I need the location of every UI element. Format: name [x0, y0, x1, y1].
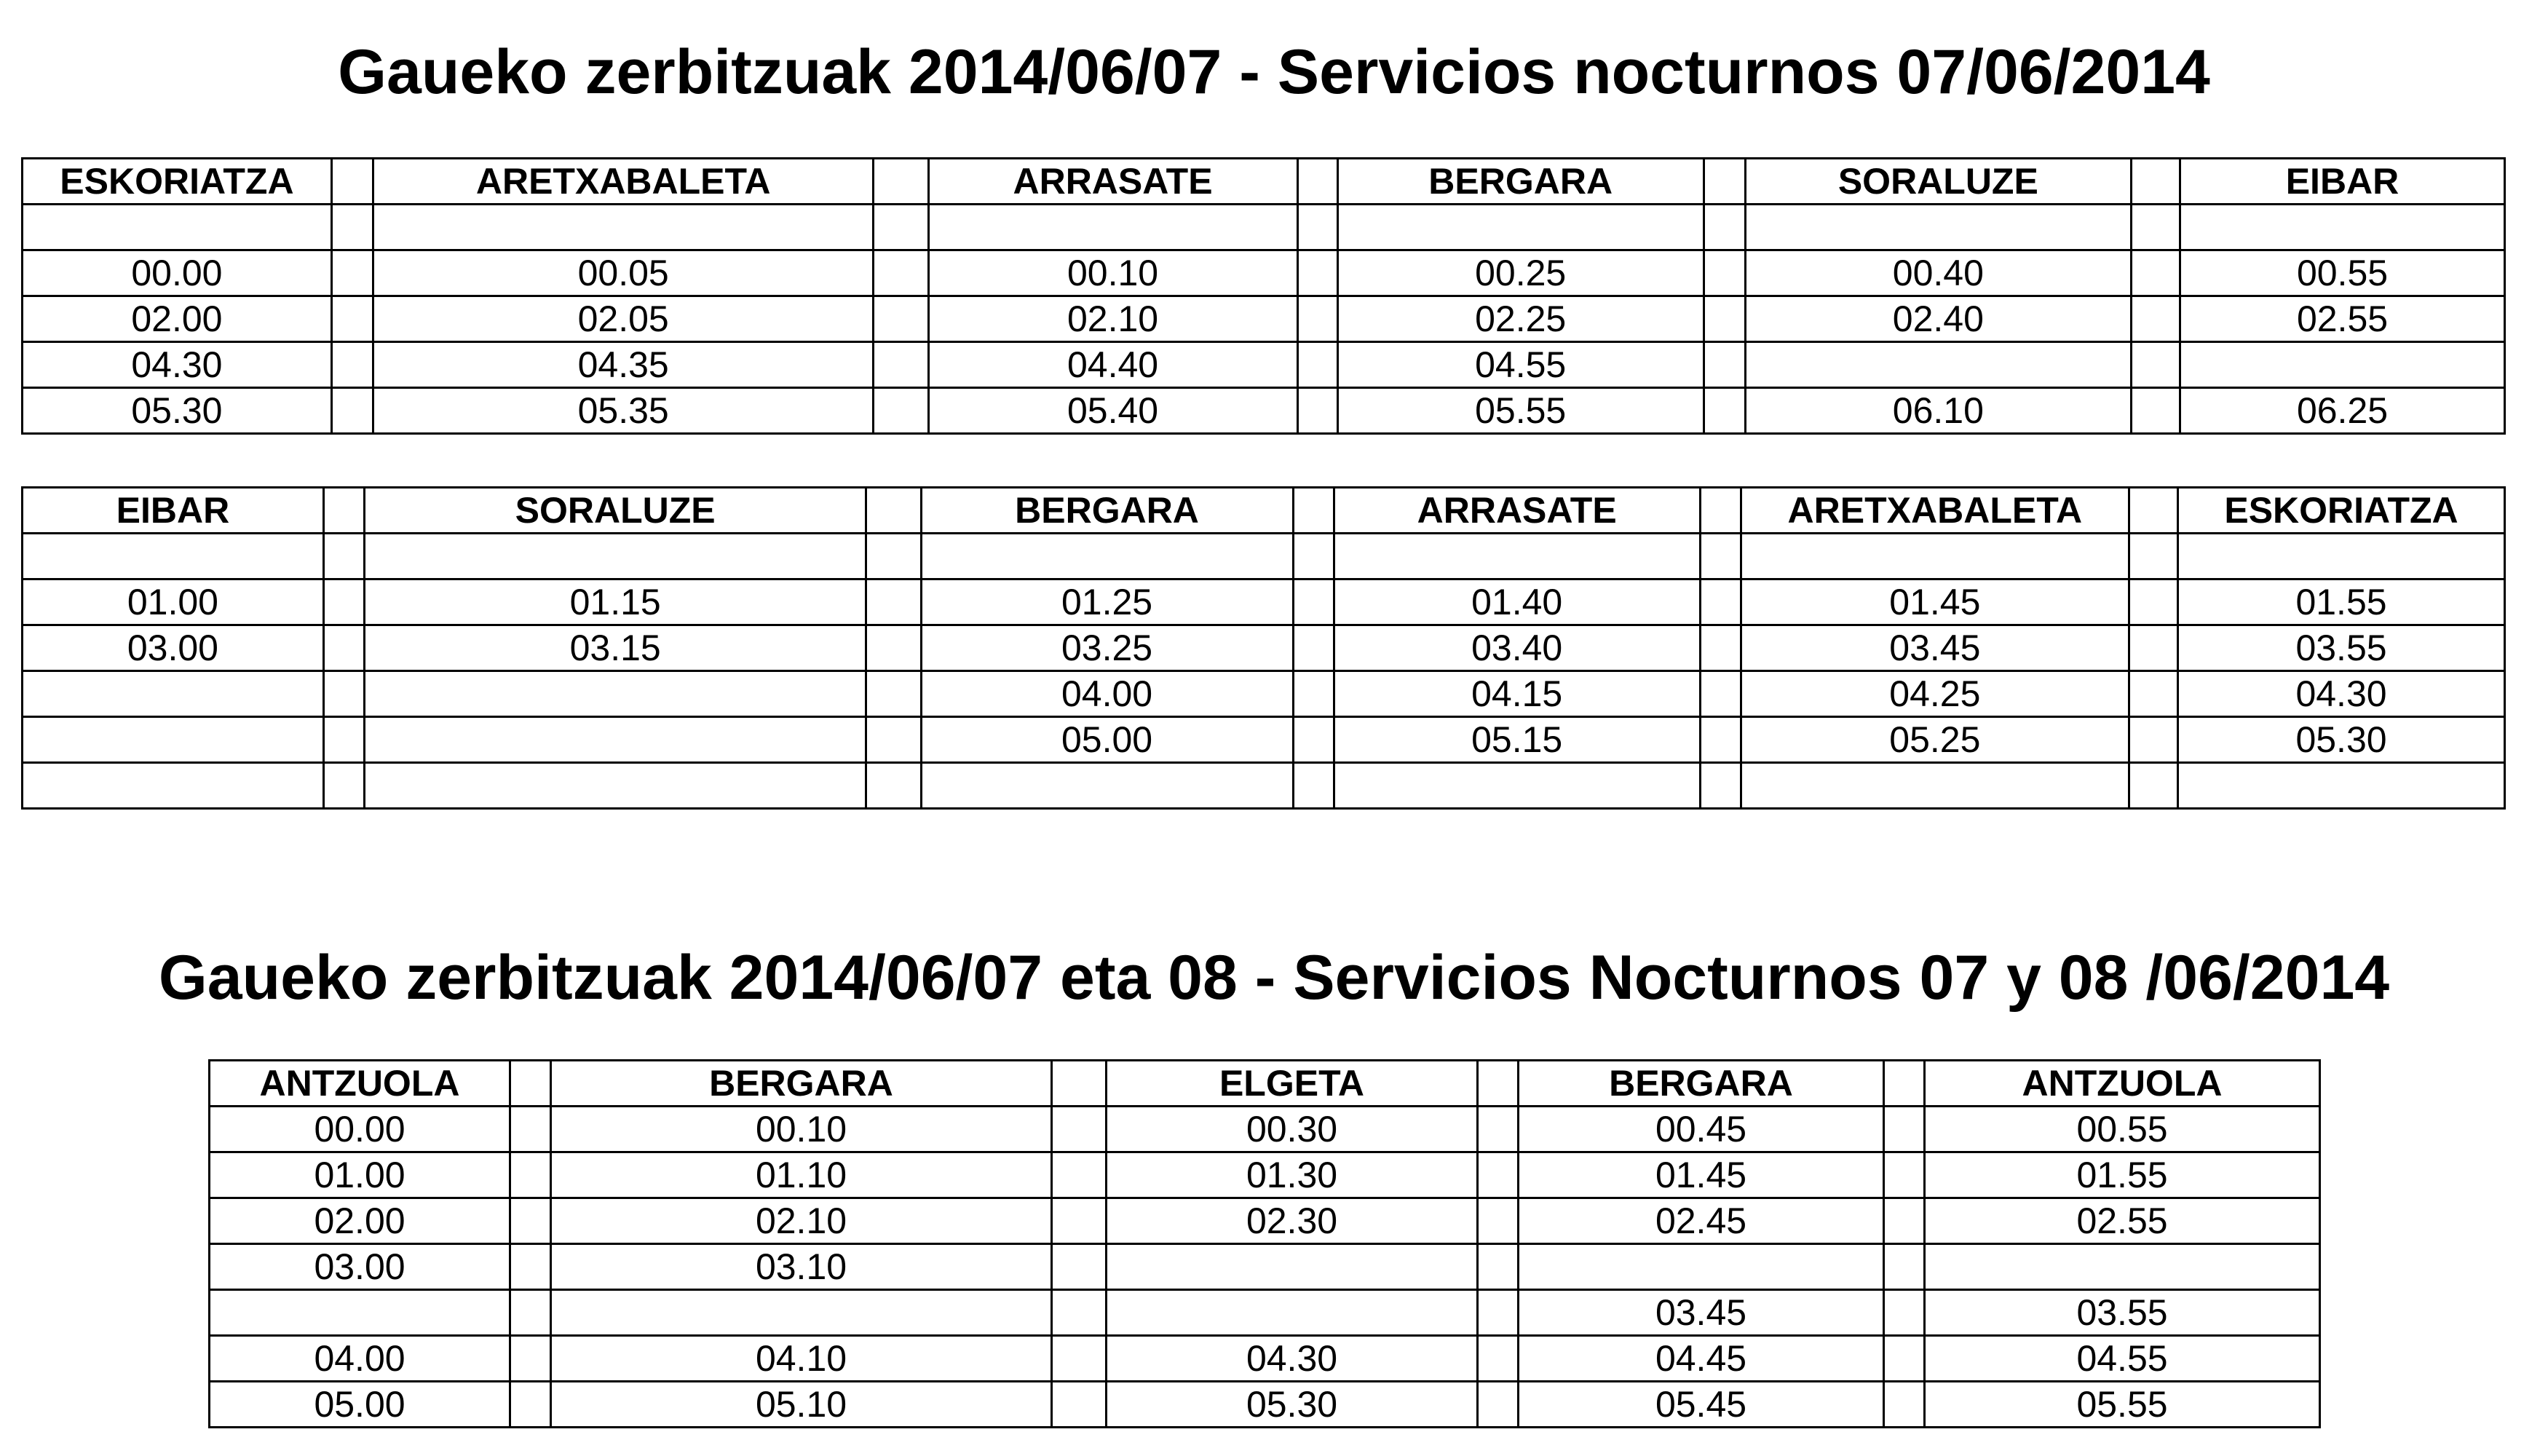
header-row — [23, 159, 2505, 205]
spacer-cell — [874, 205, 928, 250]
spacer-cell — [1704, 159, 1745, 205]
time-cell: 00.45 — [1519, 1107, 1884, 1152]
spacer-cell — [2129, 763, 2177, 809]
time-cell: 01.10 — [551, 1152, 1052, 1198]
time-cell: 04.00 — [921, 671, 1293, 717]
spacer-cell — [2129, 625, 2177, 671]
time-cell: 04.40 — [928, 342, 1297, 388]
time-cell — [1519, 1244, 1884, 1290]
station-header: SORALUZE — [1745, 159, 2131, 205]
time-cell: 00.40 — [1745, 250, 2131, 296]
time-cell: 01.00 — [23, 579, 324, 625]
spacer-cell — [1293, 534, 1334, 579]
spacer-cell — [510, 1290, 551, 1336]
time-cell — [1745, 342, 2131, 388]
spacer-cell — [874, 342, 928, 388]
time-cell: 04.55 — [1337, 342, 1704, 388]
time-cell: 00.55 — [2180, 250, 2505, 296]
title-night-services-07: Gaueko zerbitzuak 2014/06/07 - Servicios nocturnos 07/06/2014 — [338, 37, 2210, 107]
time-cell: 02.55 — [1925, 1198, 2320, 1244]
spacer-cell — [1293, 488, 1334, 534]
spacer-cell — [2129, 534, 2177, 579]
time-cell: 05.30 — [2178, 717, 2505, 763]
spacer-cell — [1704, 342, 1745, 388]
table-row — [210, 1107, 2320, 1152]
time-cell: 03.45 — [1741, 625, 2129, 671]
time-cell — [373, 205, 873, 250]
spacer-cell — [1052, 1061, 1107, 1107]
spacer-cell — [510, 1244, 551, 1290]
schedule-table-eskoriatza-eibar — [21, 157, 2506, 435]
time-cell: 03.00 — [23, 625, 324, 671]
station-header: ANTZUOLA — [1925, 1061, 2320, 1107]
spacer-cell — [1297, 159, 1337, 205]
time-cell — [921, 763, 1293, 809]
time-cell — [1107, 1244, 1478, 1290]
spacer-cell — [1478, 1244, 1519, 1290]
spacer-cell — [1478, 1152, 1519, 1198]
station-header: EIBAR — [23, 488, 324, 534]
time-cell: 05.30 — [1107, 1382, 1478, 1428]
time-cell: 04.30 — [1107, 1336, 1478, 1382]
spacer-cell — [1293, 763, 1334, 809]
spacer-cell — [1478, 1336, 1519, 1382]
time-cell: 05.45 — [1519, 1382, 1884, 1428]
spacer-cell — [866, 625, 921, 671]
time-cell — [921, 534, 1293, 579]
spacer-cell — [510, 1382, 551, 1428]
time-cell: 03.40 — [1334, 625, 1700, 671]
time-cell: 05.25 — [1741, 717, 2129, 763]
spacer-cell — [331, 342, 373, 388]
spacer-cell — [2129, 717, 2177, 763]
spacer-cell — [1700, 488, 1741, 534]
time-cell — [1925, 1244, 2320, 1290]
time-cell: 05.55 — [1925, 1382, 2320, 1428]
spacer-cell — [1052, 1382, 1107, 1428]
time-cell: 04.35 — [373, 342, 873, 388]
spacer-cell — [1700, 625, 1741, 671]
time-cell: 05.35 — [373, 388, 873, 434]
spacer-cell — [1478, 1290, 1519, 1336]
spacer-cell — [866, 763, 921, 809]
time-cell — [23, 534, 324, 579]
time-cell — [2178, 763, 2505, 809]
spacer-cell — [1884, 1198, 1925, 1244]
spacer-cell — [2131, 296, 2180, 342]
spacer-cell — [1297, 342, 1337, 388]
time-cell: 04.30 — [2178, 671, 2505, 717]
table-row — [210, 1336, 2320, 1382]
spacer-cell — [1478, 1198, 1519, 1244]
spacer-cell — [1052, 1152, 1107, 1198]
station-header: ARRASATE — [928, 159, 1297, 205]
spacer-cell — [1884, 1061, 1925, 1107]
time-cell — [1741, 763, 2129, 809]
time-cell — [2180, 342, 2505, 388]
time-cell — [2178, 534, 2505, 579]
spacer-cell — [323, 671, 364, 717]
time-cell: 02.10 — [551, 1198, 1052, 1244]
table-row — [23, 296, 2505, 342]
time-cell — [1334, 534, 1700, 579]
station-header: SORALUZE — [364, 488, 866, 534]
spacer-cell — [866, 671, 921, 717]
time-cell: 00.55 — [1925, 1107, 2320, 1152]
time-cell — [23, 671, 324, 717]
spacer-cell — [323, 717, 364, 763]
time-cell: 00.25 — [1337, 250, 1704, 296]
spacer-cell — [323, 579, 364, 625]
spacer-cell — [2131, 250, 2180, 296]
time-cell: 05.00 — [921, 717, 1293, 763]
spacer-cell — [1884, 1152, 1925, 1198]
time-cell: 03.25 — [921, 625, 1293, 671]
table-row — [23, 763, 2505, 809]
time-cell — [23, 717, 324, 763]
spacer-cell — [874, 250, 928, 296]
time-cell — [364, 717, 866, 763]
time-cell: 02.00 — [210, 1198, 510, 1244]
spacer-cell — [1704, 296, 1745, 342]
time-cell — [23, 763, 324, 809]
time-cell: 03.15 — [364, 625, 866, 671]
time-cell — [928, 205, 1297, 250]
header-row — [210, 1061, 2320, 1107]
station-header: ESKORIATZA — [2178, 488, 2505, 534]
time-cell: 02.55 — [2180, 296, 2505, 342]
time-cell: 01.15 — [364, 579, 866, 625]
time-cell: 01.55 — [1925, 1152, 2320, 1198]
time-cell — [364, 671, 866, 717]
spacer-cell — [510, 1152, 551, 1198]
spacer-cell — [1297, 388, 1337, 434]
time-cell: 05.00 — [210, 1382, 510, 1428]
spacer-cell — [2131, 205, 2180, 250]
spacer-cell — [1704, 250, 1745, 296]
time-cell: 02.00 — [23, 296, 332, 342]
time-cell: 01.45 — [1741, 579, 2129, 625]
spacer-cell — [331, 296, 373, 342]
spacer-cell — [1293, 671, 1334, 717]
spacer-cell — [1297, 250, 1337, 296]
time-cell: 02.45 — [1519, 1198, 1884, 1244]
time-cell: 02.05 — [373, 296, 873, 342]
spacer-cell — [874, 159, 928, 205]
time-cell: 00.10 — [928, 250, 1297, 296]
spacer-cell — [331, 159, 373, 205]
table-row — [23, 625, 2505, 671]
time-cell — [1741, 534, 2129, 579]
table-row — [23, 388, 2505, 434]
time-cell — [1334, 763, 1700, 809]
station-header: BERGARA — [921, 488, 1293, 534]
spacer-cell — [866, 579, 921, 625]
time-cell: 04.00 — [210, 1336, 510, 1382]
spacer-cell — [331, 205, 373, 250]
table-row — [210, 1244, 2320, 1290]
time-cell: 01.40 — [1334, 579, 1700, 625]
spacer-cell — [866, 488, 921, 534]
spacer-cell — [1297, 296, 1337, 342]
time-cell: 02.30 — [1107, 1198, 1478, 1244]
spacer-cell — [510, 1061, 551, 1107]
spacer-cell — [1884, 1336, 1925, 1382]
time-cell: 05.40 — [928, 388, 1297, 434]
spacer-cell — [1700, 671, 1741, 717]
spacer-cell — [2131, 388, 2180, 434]
spacer-cell — [323, 534, 364, 579]
spacer-cell — [323, 625, 364, 671]
spacer-cell — [1297, 205, 1337, 250]
spacer-cell — [1700, 717, 1741, 763]
table-row — [23, 250, 2505, 296]
spacer-cell — [874, 388, 928, 434]
spacer-cell — [1700, 763, 1741, 809]
station-header: ELGETA — [1107, 1061, 1478, 1107]
spacer-cell — [1052, 1244, 1107, 1290]
time-cell: 02.25 — [1337, 296, 1704, 342]
spacer-cell — [1478, 1061, 1519, 1107]
station-header: ARRASATE — [1334, 488, 1700, 534]
spacer-cell — [510, 1336, 551, 1382]
table-row — [210, 1382, 2320, 1428]
spacer-cell — [1884, 1382, 1925, 1428]
time-cell — [1745, 205, 2131, 250]
schedule-table-eibar-eskoriatza — [21, 486, 2506, 810]
time-cell: 00.00 — [210, 1107, 510, 1152]
spacer-cell — [1704, 205, 1745, 250]
spacer-cell — [1884, 1290, 1925, 1336]
time-cell: 04.30 — [23, 342, 332, 388]
header-row — [23, 488, 2505, 534]
time-cell: 04.15 — [1334, 671, 1700, 717]
time-cell: 05.55 — [1337, 388, 1704, 434]
table-row — [23, 205, 2505, 250]
table-row — [210, 1290, 2320, 1336]
spacer-cell — [1293, 579, 1334, 625]
table-row — [23, 717, 2505, 763]
table-row — [210, 1152, 2320, 1198]
time-cell: 06.10 — [1745, 388, 2131, 434]
spacer-cell — [331, 250, 373, 296]
time-cell: 00.30 — [1107, 1107, 1478, 1152]
time-cell — [551, 1290, 1052, 1336]
table-row — [23, 342, 2505, 388]
spacer-cell — [331, 388, 373, 434]
spacer-cell — [1700, 534, 1741, 579]
spacer-cell — [1884, 1244, 1925, 1290]
time-cell — [210, 1290, 510, 1336]
station-header: ARETXABALETA — [373, 159, 873, 205]
spacer-cell — [874, 296, 928, 342]
table-row — [23, 671, 2505, 717]
time-cell: 05.10 — [551, 1382, 1052, 1428]
time-cell: 04.25 — [1741, 671, 2129, 717]
time-cell: 01.00 — [210, 1152, 510, 1198]
station-header: ANTZUOLA — [210, 1061, 510, 1107]
spacer-cell — [1052, 1198, 1107, 1244]
spacer-cell — [1052, 1290, 1107, 1336]
spacer-cell — [1052, 1107, 1107, 1152]
time-cell: 03.00 — [210, 1244, 510, 1290]
station-header: BERGARA — [1519, 1061, 1884, 1107]
time-cell: 00.00 — [23, 250, 332, 296]
time-cell: 06.25 — [2180, 388, 2505, 434]
time-cell: 03.45 — [1519, 1290, 1884, 1336]
spacer-cell — [1052, 1336, 1107, 1382]
spacer-cell — [1293, 717, 1334, 763]
station-header: ARETXABALETA — [1741, 488, 2129, 534]
spacer-cell — [2129, 671, 2177, 717]
table-row — [210, 1198, 2320, 1244]
spacer-cell — [1293, 625, 1334, 671]
station-header: BERGARA — [1337, 159, 1704, 205]
time-cell: 02.10 — [928, 296, 1297, 342]
spacer-cell — [866, 717, 921, 763]
time-cell — [364, 763, 866, 809]
spacer-cell — [510, 1107, 551, 1152]
time-cell — [1337, 205, 1704, 250]
station-header: EIBAR — [2180, 159, 2505, 205]
spacer-cell — [1704, 388, 1745, 434]
time-cell — [1107, 1290, 1478, 1336]
time-cell: 00.10 — [551, 1107, 1052, 1152]
spacer-cell — [1478, 1107, 1519, 1152]
time-cell: 04.10 — [551, 1336, 1052, 1382]
spacer-cell — [323, 488, 364, 534]
station-header: BERGARA — [551, 1061, 1052, 1107]
time-cell: 03.55 — [1925, 1290, 2320, 1336]
spacer-cell — [510, 1198, 551, 1244]
station-header: ESKORIATZA — [23, 159, 332, 205]
time-cell: 01.25 — [921, 579, 1293, 625]
title-night-services-07-08: Gaueko zerbitzuak 2014/06/07 eta 08 - Servicios Nocturnos 07 y 08 /06/2014 — [158, 943, 2390, 1013]
time-cell: 00.05 — [373, 250, 873, 296]
time-cell: 02.40 — [1745, 296, 2131, 342]
table-row — [23, 534, 2505, 579]
time-cell: 01.55 — [2178, 579, 2505, 625]
time-cell: 05.30 — [23, 388, 332, 434]
time-cell: 03.10 — [551, 1244, 1052, 1290]
spacer-cell — [2131, 342, 2180, 388]
spacer-cell — [2129, 579, 2177, 625]
time-cell: 04.55 — [1925, 1336, 2320, 1382]
spacer-cell — [866, 534, 921, 579]
spacer-cell — [1700, 579, 1741, 625]
time-cell: 05.15 — [1334, 717, 1700, 763]
time-cell: 04.45 — [1519, 1336, 1884, 1382]
time-cell: 01.45 — [1519, 1152, 1884, 1198]
time-cell — [2180, 205, 2505, 250]
spacer-cell — [1884, 1107, 1925, 1152]
time-cell: 03.55 — [2178, 625, 2505, 671]
schedule-table-antzuola-loop — [208, 1059, 2321, 1428]
spacer-cell — [2131, 159, 2180, 205]
spacer-cell — [323, 763, 364, 809]
table-row — [23, 579, 2505, 625]
spacer-cell — [1478, 1382, 1519, 1428]
spacer-cell — [2129, 488, 2177, 534]
time-cell — [364, 534, 866, 579]
time-cell: 01.30 — [1107, 1152, 1478, 1198]
time-cell — [23, 205, 332, 250]
